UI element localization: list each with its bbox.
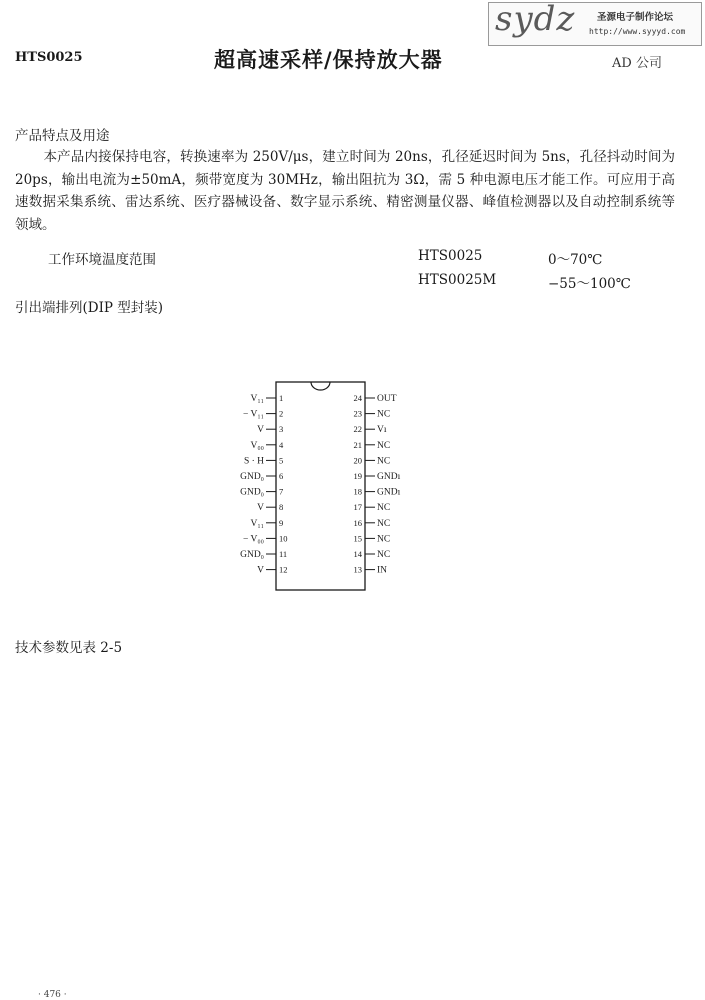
pin-label: − V₁₁ bbox=[242, 409, 264, 420]
pin-number: 2 bbox=[279, 408, 284, 419]
temperature-range-label: 工作环境温度范围 bbox=[48, 252, 156, 268]
pin-label: GND₀ bbox=[240, 487, 264, 498]
pin-number: 19 bbox=[353, 471, 362, 481]
pin-label: NC bbox=[377, 534, 391, 545]
pin-label: NC bbox=[377, 503, 391, 514]
pin-label: − V₀₀ bbox=[242, 534, 264, 545]
temp-range: 0～70℃ bbox=[548, 252, 603, 268]
pin-number: 3 bbox=[279, 424, 284, 435]
watermark-name: 圣源电子制作论坛 bbox=[597, 12, 674, 23]
pin-label: V bbox=[257, 425, 264, 436]
page-number: · 476 · bbox=[38, 990, 67, 1000]
pin-label: V bbox=[257, 565, 264, 576]
pin-label: NC bbox=[377, 550, 391, 560]
pin-number: 13 bbox=[353, 564, 362, 575]
temp-model: HTS0025 bbox=[418, 248, 483, 264]
pin-number: 15 bbox=[353, 533, 362, 544]
pin-label: V₁₁ bbox=[250, 394, 264, 404]
pin-number: 21 bbox=[353, 439, 362, 450]
pin-number: 1 bbox=[279, 393, 284, 403]
pin-number: 7 bbox=[279, 486, 284, 497]
pin-label: OUT bbox=[377, 394, 397, 404]
features-paragraph-text: 本产品内接保持电容，转换速率为 250V/μs，建立时间为 20ns，孔径延迟时间为 5ns，孔径抖动时间为 20ps，输出电流为±50mA，频带宽度为 30MHz，输出阻抗为 3Ω，需 5 种电源电压才能工作。可应用于高速数据采集系统、雷达系统、医疗器械设备、数字显示系统、精密测量仪器、峰值检测器以及自动控制系统等领域。 bbox=[15, 149, 675, 233]
pin-number: 24 bbox=[353, 393, 362, 403]
page-title: 超高速采样/保持放大器 bbox=[214, 47, 443, 72]
pin-label: V₁₁ bbox=[250, 518, 264, 529]
temp-range: −55～100℃ bbox=[548, 276, 631, 292]
pin-label: GNDı bbox=[377, 487, 401, 498]
pin-label: S · H bbox=[243, 456, 264, 467]
pin-number: 5 bbox=[279, 455, 284, 466]
temp-model: HTS0025M bbox=[418, 272, 497, 288]
ic-notch bbox=[311, 382, 330, 390]
pin-label: V bbox=[257, 503, 264, 514]
pin-label: NC bbox=[377, 518, 391, 529]
pin-number: 11 bbox=[279, 549, 288, 559]
pin-number: 9 bbox=[279, 517, 284, 528]
parameters-reference: 技术参数见表 2-5 bbox=[15, 640, 123, 656]
pin-label: GND₀ bbox=[240, 472, 264, 482]
pin-number: 18 bbox=[353, 486, 362, 497]
pin-number: 22 bbox=[353, 424, 362, 435]
pin-number: 17 bbox=[353, 502, 362, 513]
pin-label: NC bbox=[377, 409, 391, 420]
watermark bbox=[488, 2, 702, 46]
pin-number: 10 bbox=[279, 533, 288, 544]
pin-label: V₀₀ bbox=[250, 440, 264, 451]
pin-label: GNDı bbox=[377, 472, 401, 482]
part-number: HTS0025 bbox=[15, 50, 83, 65]
pin-label: IN bbox=[377, 565, 388, 576]
pin-number: 8 bbox=[279, 502, 284, 513]
watermark-logo: sydz bbox=[495, 2, 576, 39]
right-pin-group bbox=[354, 393, 401, 576]
pin-label: NC bbox=[377, 456, 391, 467]
pin-number: 16 bbox=[353, 517, 362, 528]
features-heading: 产品特点及用途 bbox=[15, 128, 110, 144]
dip-pinout-diagram bbox=[228, 378, 418, 593]
watermark-url: http://www.syyyd.com bbox=[589, 27, 686, 36]
pin-number: 12 bbox=[279, 564, 288, 575]
pin-number: 20 bbox=[353, 455, 362, 466]
left-pin-group bbox=[240, 393, 287, 576]
features-paragraph bbox=[15, 146, 675, 236]
pin-number: 14 bbox=[353, 549, 362, 559]
pin-number: 6 bbox=[279, 471, 284, 481]
pinout-heading: 引出端排列(DIP 型封装) bbox=[15, 300, 164, 316]
company-name: AD 公司 bbox=[612, 56, 662, 71]
ic-package-body bbox=[276, 382, 365, 590]
pin-label: GND₀ bbox=[240, 550, 264, 560]
pin-label: NC bbox=[377, 440, 391, 451]
pin-number: 4 bbox=[279, 439, 284, 450]
pin-number: 23 bbox=[353, 408, 362, 419]
pin-label: Vı bbox=[377, 425, 387, 436]
